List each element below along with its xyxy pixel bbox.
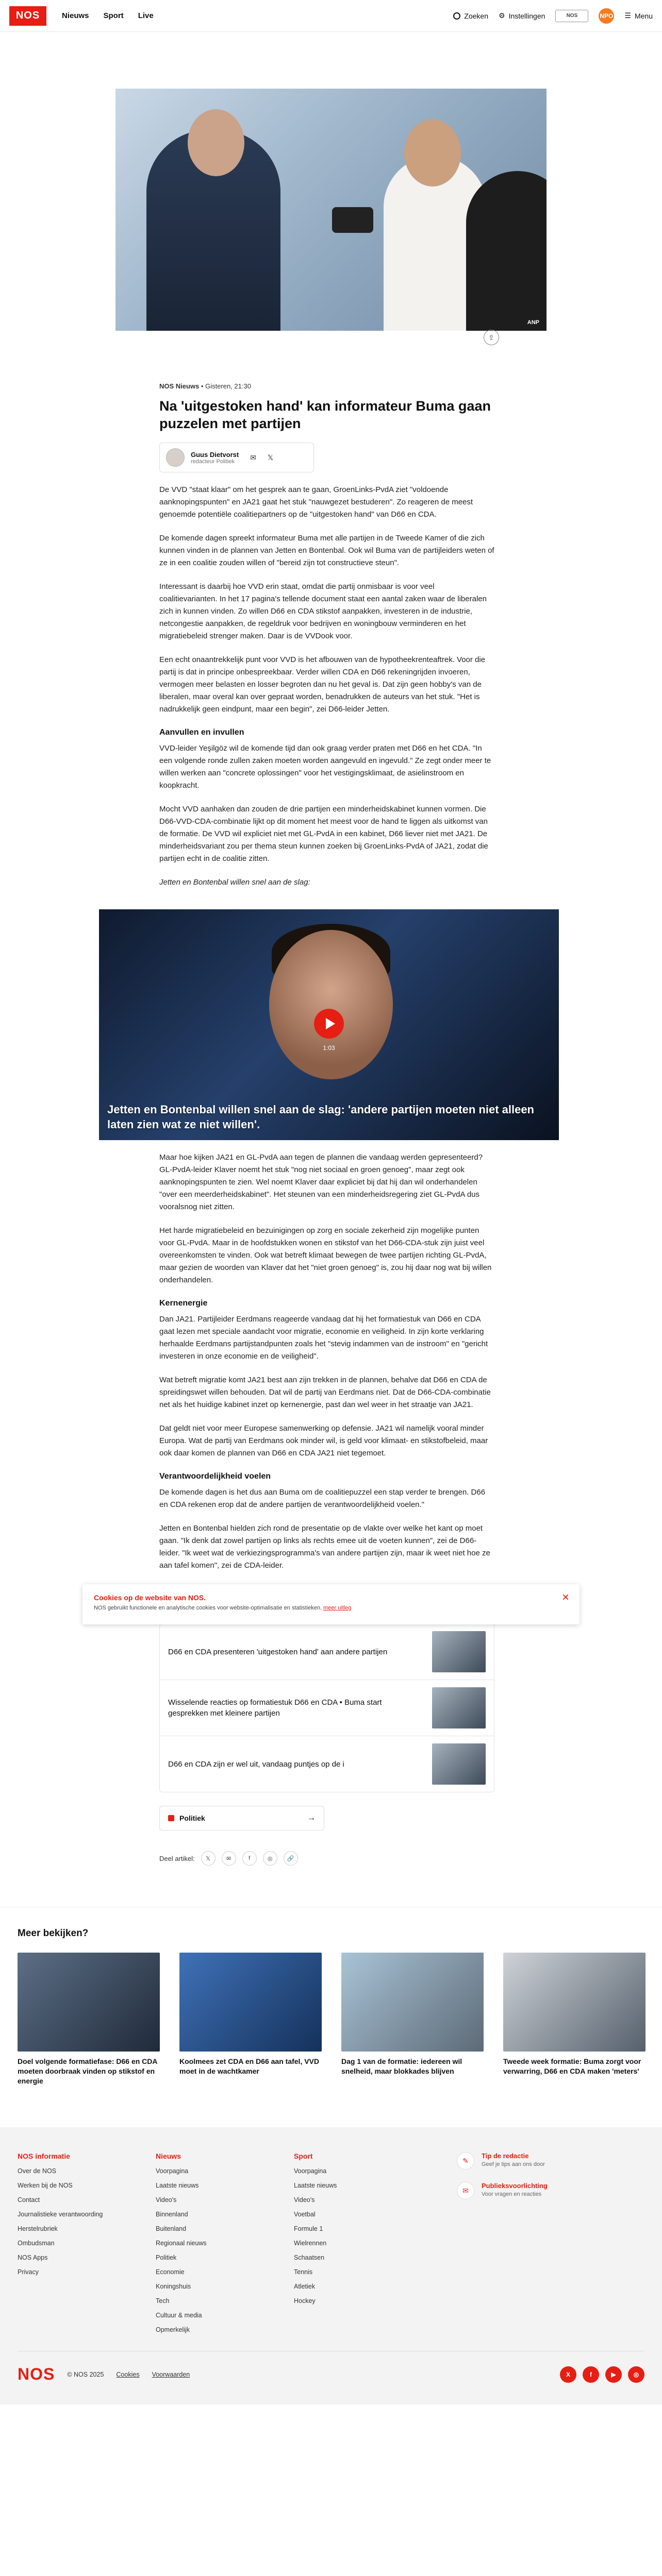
footer-link[interactable]: Atletiek bbox=[294, 2283, 315, 2290]
nos-logo[interactable]: NOS bbox=[9, 6, 46, 26]
footer-link[interactable]: Opmerkelijk bbox=[156, 2326, 190, 2333]
card-image bbox=[18, 1953, 160, 2052]
paragraph: Een echt onaantrekkelijk punt voor VVD is het afbouwen van de hypotheekrenteaftrek. Voor die partij is dat in principe onbespreekbaar. Verder willen CDA en D66 rekeningrijden invoeren, vermogen meer belasten en losser begroten dan nu het geval is. Dat zijn geen hobby's van de liberalen, maar overal kan over gepraat worden, benadrukken de auteurs van het stuk. "Het is nadrukkelijk geen eindpunt, maar een begin", zei D66-leider Jetten. bbox=[159, 655, 486, 714]
footer-link[interactable]: Binnenland bbox=[156, 2211, 188, 2218]
subheading: Verantwoordelijkheid voelen bbox=[159, 1472, 271, 1481]
footer-link[interactable]: Formule 1 bbox=[294, 2225, 323, 2232]
footer-link[interactable]: Schaatsen bbox=[294, 2254, 325, 2261]
footer-link[interactable]: Video's bbox=[156, 2196, 177, 2204]
arrow-right-icon: → bbox=[307, 1814, 316, 1822]
mail-icon[interactable]: ✉ bbox=[250, 453, 256, 462]
more-card[interactable]: Koolmees zet CDA en D66 aan tafel, VVD moet in de wachtkamer bbox=[179, 1953, 322, 2086]
paragraph: Het harde migratiebeleid en bezuinigingen op zorg en sociale zekerheid zijn mogelijke punten voor GL-PvdA. Maar in de hoofdstukken wonen en stikstof van het D66-CDA-stuk zijn juist veel overeenkomsten te vinden. Ook wat betreft klimaat bewegen de twee partijen richting GL-PvdA, maar gezien de woorden van Klaver dat het "niet groen genoeg" is, zou hij daar nog wat bij willen onderhandelen. bbox=[159, 1226, 492, 1284]
share-icon[interactable]: ⇪ bbox=[484, 330, 499, 345]
card-image bbox=[341, 1953, 484, 2052]
search-button[interactable]: Zoeken bbox=[453, 12, 488, 20]
footer-link[interactable]: Buitenland bbox=[156, 2225, 187, 2232]
footer-link[interactable]: Politiek bbox=[156, 2254, 177, 2261]
x-icon[interactable]: 𝕏 bbox=[267, 453, 274, 462]
paragraph: VVD-leider Yeşilgöz wil de komende tijd dan ook graag verder praten met D66 en het CDA. "In een volgende ronde zullen zaken moeten worden aangevuld en ingevuld." Ze zegt onder meer te willen werken aan "concrete oplossingen" voor het vestigingsklimaat, de asielinstroom en koopkracht. bbox=[159, 744, 491, 790]
nav-sport[interactable]: Sport bbox=[103, 11, 124, 20]
paragraph: De komende dagen spreekt informateur Buma met alle partijen in de Tweede Kamer of die zich kunnen vinden in de plannen van Jetten en Bontenbal. Ook wil Buma van de partijleiders weten of ze in een coalitie zouden willen of "bereid zijn tot constructieve steun". bbox=[159, 534, 494, 567]
related-item[interactable]: D66 en CDA presenteren 'uitgestoken hand' aan andere partijen bbox=[160, 1624, 494, 1680]
more-card[interactable]: Tweede week formatie: Buma zorgt voor verwarring, D66 en CDA maken 'meters' bbox=[503, 1953, 646, 2086]
article-title: Na 'uitgestoken hand' kan informateur Buma gaan puzzelen met partijen bbox=[159, 398, 491, 431]
tip-redactie[interactable]: ✎ Tip de redactie Geef je tips aan ons door bbox=[457, 2152, 548, 2170]
paragraph: De komende dagen is het dus aan Buma om de coalitiepuzzel een stap verder te brengen. D66 en CDA rekenen erop dat de andere partijen de verantwoordelijkheid voelen." bbox=[159, 1488, 486, 1509]
instagram-icon[interactable]: ◎ bbox=[628, 2366, 644, 2383]
search-icon bbox=[453, 12, 460, 20]
footer-link[interactable]: Laatste nieuws bbox=[156, 2182, 199, 2189]
mail-icon[interactable]: ✉ bbox=[222, 1851, 236, 1866]
card-image bbox=[503, 1953, 646, 2052]
settings-button[interactable]: ⚙ Instellingen bbox=[499, 11, 545, 20]
chat-icon: ✉ bbox=[457, 2182, 474, 2199]
related-thumbnail bbox=[432, 1631, 486, 1672]
footer-link[interactable]: Video's bbox=[294, 2196, 315, 2204]
photo-credit: ANP bbox=[527, 319, 539, 326]
cookie-banner bbox=[82, 1584, 580, 1624]
close-icon[interactable]: × bbox=[561, 1590, 569, 1604]
related-articles bbox=[159, 1623, 494, 1792]
hamburger-icon: ☰ bbox=[624, 11, 631, 20]
author-card[interactable] bbox=[159, 443, 314, 472]
article-meta: NOS Nieuws • Gisteren, 21:30 bbox=[159, 382, 251, 390]
section-title: Meer bekijken? bbox=[18, 1928, 89, 1939]
related-item[interactable]: D66 en CDA zijn er wel uit, vandaag puntjes op de i bbox=[160, 1736, 494, 1792]
avatar bbox=[166, 448, 185, 467]
footer-link[interactable]: Voetbal bbox=[294, 2211, 316, 2218]
related-item[interactable]: Wisselende reacties op formatiestuk D66 en CDA • Buma start gesprekken met kleinere partijen bbox=[160, 1680, 494, 1736]
quote: Jetten en Bontenbal willen snel aan de slag: bbox=[159, 878, 310, 887]
terms-link[interactable]: Voorwaarden bbox=[152, 2370, 190, 2378]
article bbox=[159, 382, 494, 889]
footer-col-info: NOS informatie Over de NOS Werken bij de NOS Contact Journalistieke verantwoording Herstelrubriek Ombudsman NOS Apps Privacy bbox=[18, 2152, 156, 2341]
x-icon[interactable]: 𝕏 bbox=[201, 1851, 216, 1866]
more-card[interactable]: Doel volgende formatiefase: D66 en CDA moeten doorbraak vinden op stikstof en energie bbox=[18, 1953, 160, 2086]
cookie-more-link[interactable]: meer uitleg bbox=[323, 1605, 352, 1611]
footer-link[interactable]: Voorpagina bbox=[156, 2167, 189, 2175]
paragraph: Maar hoe kijken JA21 en GL-PvdA aan tegen de plannen die vandaag werden gepresenteerd? GL-PvdA-leider Klaver noemt het stuk "nog niet sociaal en groen genoeg", maar zegt ook aanknopingspunten te zien. Wel noemt Klaver daar expliciet bij dat hij dan wil onderhandelen "over een meerderheidskabinet". Het steunen van een minderheidsregering ziet GL-PvdA dus vooralsnog niet zitten. bbox=[159, 1153, 483, 1211]
lightbulb-icon: ✎ bbox=[457, 2152, 474, 2170]
share-bar: Deel artikel: 𝕏 ✉ f ◎ 🔗 bbox=[159, 1851, 494, 1866]
footer-link[interactable]: Privacy bbox=[18, 2268, 39, 2276]
cookie-text: NOS gebruikt functionele en analytische cookies voor website-optimalisatie en statistieken. bbox=[94, 1605, 322, 1611]
related-thumbnail bbox=[432, 1687, 486, 1728]
copyright: © NOS 2025 bbox=[67, 2370, 104, 2378]
publieksvoorlichting[interactable]: ✉ Publieksvoorlichting Voor vragen en reacties bbox=[457, 2182, 548, 2199]
topic-politiek[interactable]: Politiek → bbox=[159, 1806, 324, 1831]
nav-live[interactable]: Live bbox=[138, 11, 154, 20]
npo-logo[interactable]: NPO bbox=[599, 8, 614, 24]
article-body bbox=[159, 484, 494, 889]
article-continued bbox=[159, 1151, 494, 1866]
card-image bbox=[179, 1953, 322, 2052]
link-icon[interactable]: 🔗 bbox=[284, 1851, 298, 1866]
paragraph: Dat geldt niet voor meer Europese samenwerking op defensie. JA21 wil namelijk vooral minder Europa. Wat de partij van Eerdmans ook minder wil, is geld voor klimaat- en stikstofbeleid, maar ook daar komen de plannen van D66 en CDA JA21 niet tegemoet. bbox=[159, 1424, 488, 1458]
paragraph: Dan JA21. Partijleider Eerdmans reageerde vandaag dat hij het formatiestuk van D66 en CDA gaat lezen met speciale aandacht voor migratie, economie en veiligheid. In zijn korte verklaring herhaalde Eerdmans partijstandpunten zoals het "stevig indammen van de instroom" en "gericht investeren in onze economie en de veiligheid". bbox=[159, 1315, 488, 1361]
footer-link[interactable]: Economie bbox=[156, 2268, 185, 2276]
footer-link[interactable]: Over de NOS bbox=[18, 2167, 57, 2175]
more-card[interactable]: Dag 1 van de formatie: iedereen wil snelheid, maar blokkades blijven bbox=[341, 1953, 484, 2086]
topic-icon bbox=[168, 1815, 174, 1821]
top-navigation bbox=[0, 0, 662, 32]
footer-link[interactable]: Hockey bbox=[294, 2297, 316, 2304]
footer-link[interactable]: Werken bij de NOS bbox=[18, 2182, 73, 2189]
paragraph: Jetten en Bontenbal hielden zich rond de presentatie op de vlakte over welke het kant op moet gaan. "Ik denk dat zowel partijen op links als rechts emee uit de voeten kunnen", zei de D66-leider. "Ik weet wat de verkiezingsprogramma's van andere partijen zijn, maar ik weet niet hoe ze aan tafel komen", zei de CDA-leider. bbox=[159, 1524, 490, 1570]
video-caption: Jetten en Bontenbal willen snel aan de slag: 'andere partijen moeten niet alleen laten zien wat ze niet willen'. bbox=[107, 1103, 534, 1131]
footer-link[interactable]: Contact bbox=[18, 2196, 40, 2204]
paragraph: De VVD "staat klaar" om het gesprek aan te gaan, GroenLinks-PvdA ziet "voldoende aanknopingspunten" en JA21 gaat het stuk "nauwgezet bestuderen". Zo reageren de meest genoemde potentiële coalitiepartners op de "uitgestoken hand" van D66 en CDA. bbox=[159, 485, 473, 519]
gear-icon: ⚙ bbox=[499, 11, 505, 20]
author-name: Guus Dietvorst bbox=[191, 450, 239, 459]
footer-link[interactable]: Tech bbox=[156, 2297, 170, 2304]
whatsapp-icon[interactable]: ◎ bbox=[263, 1851, 277, 1866]
footer-col-nieuws: Nieuws Voorpagina Laatste nieuws Video's Binnenland Buitenland Regionaal nieuws Politiek Economie Koningshuis Tech Cultuur & media Opmerkelijk bbox=[156, 2152, 294, 2341]
subheading: Kernenergie bbox=[159, 1299, 208, 1308]
cookies-link[interactable]: Cookies bbox=[116, 2370, 140, 2378]
paragraph: Wat betreft migratie komt JA21 best aan zijn trekken in de plannen, behalve dat D66 en CDA de spreidingswet willen behouden. Dat wil de partij van Eerdmans niet. Dat de D66-CDA-combinatie net als het huidige kabinet inzet op kernenergie, past dan wel weer in het straatje van JA21. bbox=[159, 1376, 491, 1409]
video-duration: 1:03 bbox=[323, 1044, 335, 1052]
footer-logo[interactable]: NOS bbox=[18, 2365, 55, 2383]
footer-link[interactable]: Koningshuis bbox=[156, 2283, 191, 2290]
play-icon[interactable] bbox=[314, 1009, 344, 1039]
youtube-icon[interactable]: ▶ bbox=[605, 2366, 622, 2383]
footer-link[interactable]: Regionaal nieuws bbox=[156, 2240, 207, 2247]
facebook-icon[interactable]: f bbox=[242, 1851, 257, 1866]
subheading: Aanvullen en invullen bbox=[159, 728, 244, 737]
footer bbox=[0, 2127, 662, 2404]
video-player[interactable] bbox=[99, 909, 559, 1140]
footer-col-sport: Sport Voorpagina Laatste nieuws Video's Voetbal Formule 1 Wielrennen Schaatsen Tennis Atletiek Hockey bbox=[294, 2152, 432, 2341]
cookie-title: Cookies op de website van NOS. bbox=[94, 1594, 206, 1602]
footer-link[interactable]: Tennis bbox=[294, 2268, 313, 2276]
author-role: redacteur Politiek bbox=[191, 458, 235, 465]
right-nav bbox=[453, 8, 653, 24]
main-nav bbox=[62, 11, 154, 20]
menu-button[interactable]: ☰ Menu bbox=[624, 11, 653, 20]
footer-link[interactable]: Wielrennen bbox=[294, 2240, 327, 2247]
facebook-icon[interactable]: f bbox=[583, 2366, 599, 2383]
footer-link[interactable]: NOS Apps bbox=[18, 2254, 48, 2261]
paragraph: Mocht VVD aanhaken dan zouden de drie partijen een minderheidskabinet kunnen vormen. Die D66-VVD-CDA-combinatie lijkt op dit moment het meest voor de hand te liggen als uitkomst van de formatie. De VVD wil expliciet niet met GL-PvdA in een kabinet, D66 liever niet met JA21. De minderheidsvariant zou per thema steun kunnen zoeken bij GroenLinks-PvdA of JA21, zodat die partijen echt in de coalitie zitten. bbox=[159, 805, 488, 863]
related-thumbnail bbox=[432, 1743, 486, 1785]
more-section bbox=[0, 1907, 662, 2086]
footer-link[interactable]: Cultuur & media bbox=[156, 2312, 202, 2319]
nav-nieuws[interactable]: Nieuws bbox=[62, 11, 89, 20]
nos-badge[interactable]: NOS bbox=[555, 10, 588, 22]
x-icon[interactable]: X bbox=[560, 2366, 576, 2383]
paragraph: Interessant is daarbij hoe VVD erin staat, omdat die partij onmisbaar is voor veel coalitievarianten. In het 17 pagina's tellende document staat een aantal zaken waar de liberalen zich in kunnen vinden. Zo willen D66 en CDA stikstof aanpakken, investeren in de industrie, netcongestie aanpakken, de regeldruk voor bedrijven en woningbouw verminderen en het migratiebeleid strenger maken. Daar is de VVDook voor. bbox=[159, 582, 487, 640]
footer-link[interactable]: Voorpagina bbox=[294, 2167, 327, 2175]
footer-link[interactable]: Herstelrubriek bbox=[18, 2225, 58, 2232]
footer-link[interactable]: Journalistieke verantwoording bbox=[18, 2211, 103, 2218]
footer-link[interactable]: Laatste nieuws bbox=[294, 2182, 337, 2189]
footer-link[interactable]: Ombudsman bbox=[18, 2240, 55, 2247]
hero-image bbox=[115, 89, 547, 331]
